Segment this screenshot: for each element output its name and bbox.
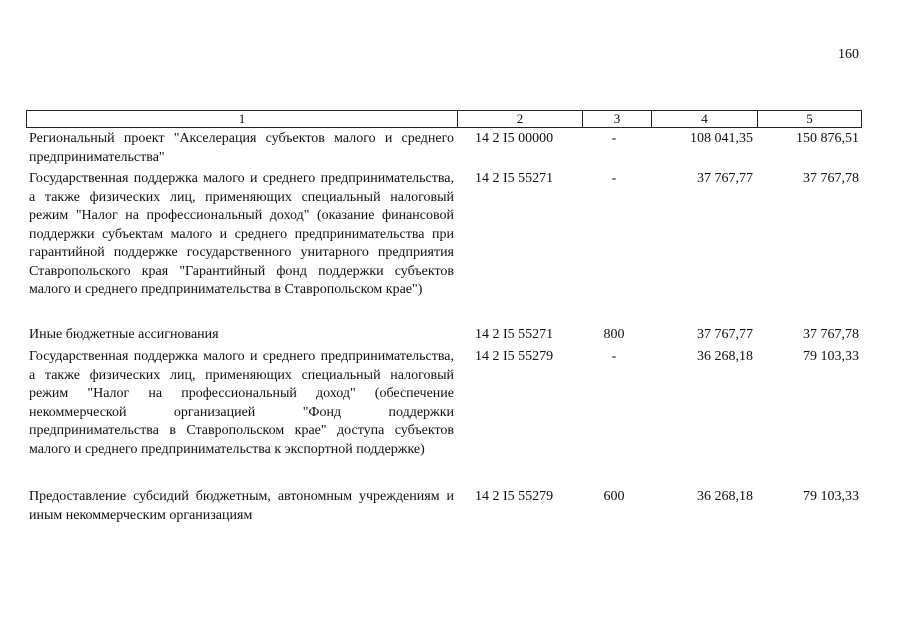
row-description: Иные бюджетные ассигнования (29, 327, 219, 342)
row-code: 14 2 I5 55271 (475, 171, 554, 186)
page-number: 160 (838, 47, 859, 62)
row-description: Предоставление субсидий бюджетным, автономным учреждениям и иным некоммерческим организациям (29, 489, 454, 523)
row-expense-type: 600 (603, 489, 625, 504)
row-code: 14 2 I5 55271 (475, 327, 554, 342)
row-value-col4: 37 767,77 (697, 327, 753, 342)
row-expense-type: - (611, 171, 617, 186)
row-value-col4: 36 268,18 (697, 489, 753, 504)
header-cell-3: 3 (613, 111, 621, 126)
header-cell-2: 2 (516, 111, 524, 126)
row-expense-type: 800 (603, 327, 625, 342)
header-cell-4: 4 (701, 111, 708, 126)
row-value-col4: 36 268,18 (697, 349, 753, 364)
row-code: 14 2 I5 55279 (475, 489, 554, 504)
row-code: 14 2 I5 00000 (475, 131, 554, 146)
row-value-col5: 37 767,78 (803, 327, 859, 342)
row-code: 14 2 I5 55279 (475, 349, 554, 364)
row-value-col4: 37 767,77 (697, 171, 753, 186)
header-cell-5: 5 (806, 111, 813, 126)
row-description: Государственная поддержка малого и среднего предпринимательства, а также физических лиц, применяющих специальный налоговый режим "Налог на профессиональный доход" (обеспечение некоммерческой организацией "Фонд поддержки предпринимательства в Ставропольском крае" доступа субъектов малого и среднего предпринимательства к экспортной поддержке) (29, 349, 454, 457)
row-value-col5: 150 876,51 (796, 131, 859, 146)
row-value-col4: 108 041,35 (690, 131, 753, 146)
row-description: Государственная поддержка малого и среднего предпринимательства, а также физических лиц, применяющих специальный налоговый режим "Налог на профессиональный доход" (оказание финансовой поддержки субъектам малого и среднего предпринимательства при гарантийной поддержке государственного унитарного предприятия Ставропольского края "Гарантийный фонд поддержки субъектов малого и среднего предпринимательства в Ставропольском крае") (29, 171, 454, 297)
row-description: Региональный проект "Акселерация субъектов малого и среднего предпринимательства" (29, 131, 454, 165)
row-value-col5: 79 103,33 (803, 349, 859, 364)
row-expense-type: - (611, 131, 617, 146)
row-value-col5: 79 103,33 (803, 489, 859, 504)
row-value-col5: 37 767,78 (803, 171, 859, 186)
table-header (26, 110, 862, 128)
header-cell-1: 1 (238, 111, 246, 126)
row-expense-type: - (611, 349, 617, 364)
